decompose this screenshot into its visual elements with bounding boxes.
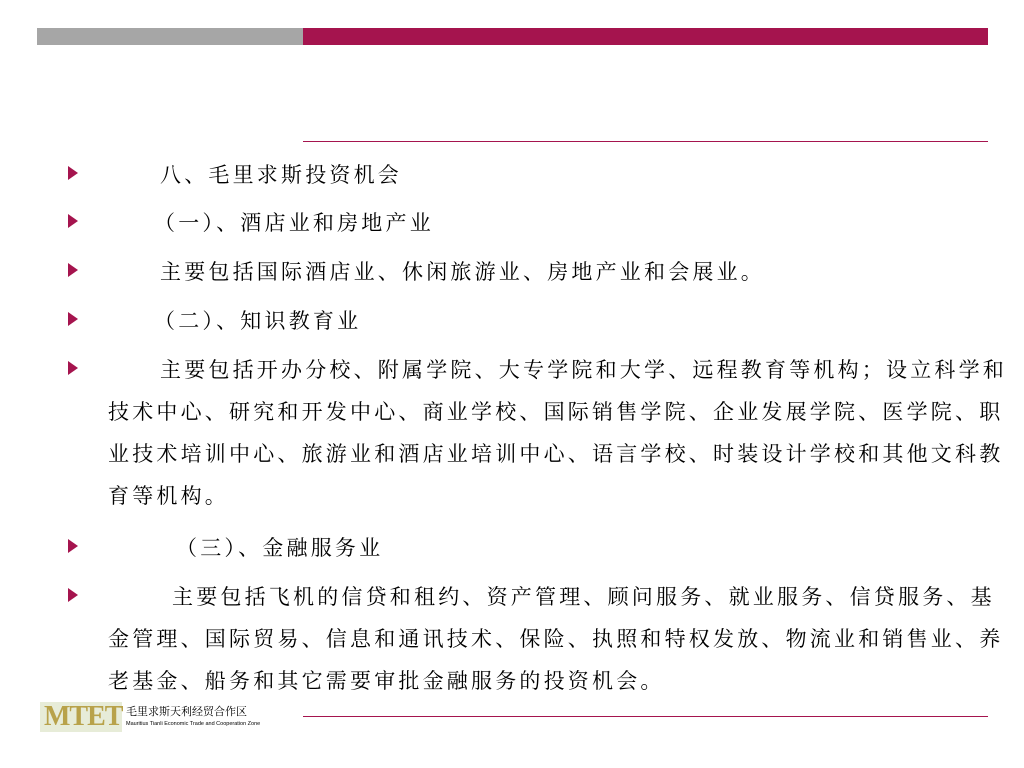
list-item — [108, 576, 1008, 702]
bottom-divider — [303, 716, 988, 717]
logo-letters: MTET — [44, 701, 123, 732]
logo-name-cn: 毛里求斯天利经贸合作区 — [126, 705, 247, 718]
bullet-icon — [68, 166, 78, 180]
logo-name-en: Mauritius Tianli Economic Trade and Cooperation Zone — [126, 721, 261, 727]
bullet-icon — [68, 263, 78, 277]
logo-mark — [40, 702, 122, 732]
bullet-icon — [68, 539, 78, 553]
list-item-text: 主要包括国际酒店业、休闲旅游业、房地产业和会展业。 — [160, 260, 765, 284]
bullet-icon — [68, 312, 78, 326]
list-item — [108, 527, 1008, 569]
list-item-text: 主要包括开办分校、附属学院、大专学院和大学、远程教育等机构；设立科学和技术中心、研究和开发中心、商业学校、国际销售学院、企业发展学院、医学院、职业技术培训中心、旅游业和酒店业培训中心、语言学校、时装设计学校和其他文科教育等机构。 — [108, 358, 1007, 508]
list-item — [108, 300, 1008, 342]
footer-logo — [40, 702, 280, 734]
list-item-text: 八、毛里求斯投资机会 — [160, 163, 402, 187]
list-item-text: （一）、酒店业和房地产业 — [154, 211, 434, 235]
list-item-text: （三）、金融服务业 — [176, 536, 384, 560]
bullet-icon — [68, 361, 78, 375]
list-item — [108, 251, 1008, 293]
list-item-text: （二）、知识教育业 — [154, 309, 362, 333]
list-item-text: 主要包括飞机的信贷和租约、资产管理、顾问服务、就业服务、信贷服务、基金管理、国际贸易、信息和通讯技术、保险、执照和特权发放、物流业和销售业、养老基金、船务和其它需要审批金融服务的投资机会。 — [108, 585, 1004, 693]
list-item — [108, 154, 1008, 196]
list-item — [108, 202, 1008, 244]
list-item — [108, 349, 1008, 517]
bullet-icon — [68, 214, 78, 228]
bullet-icon — [68, 588, 78, 602]
